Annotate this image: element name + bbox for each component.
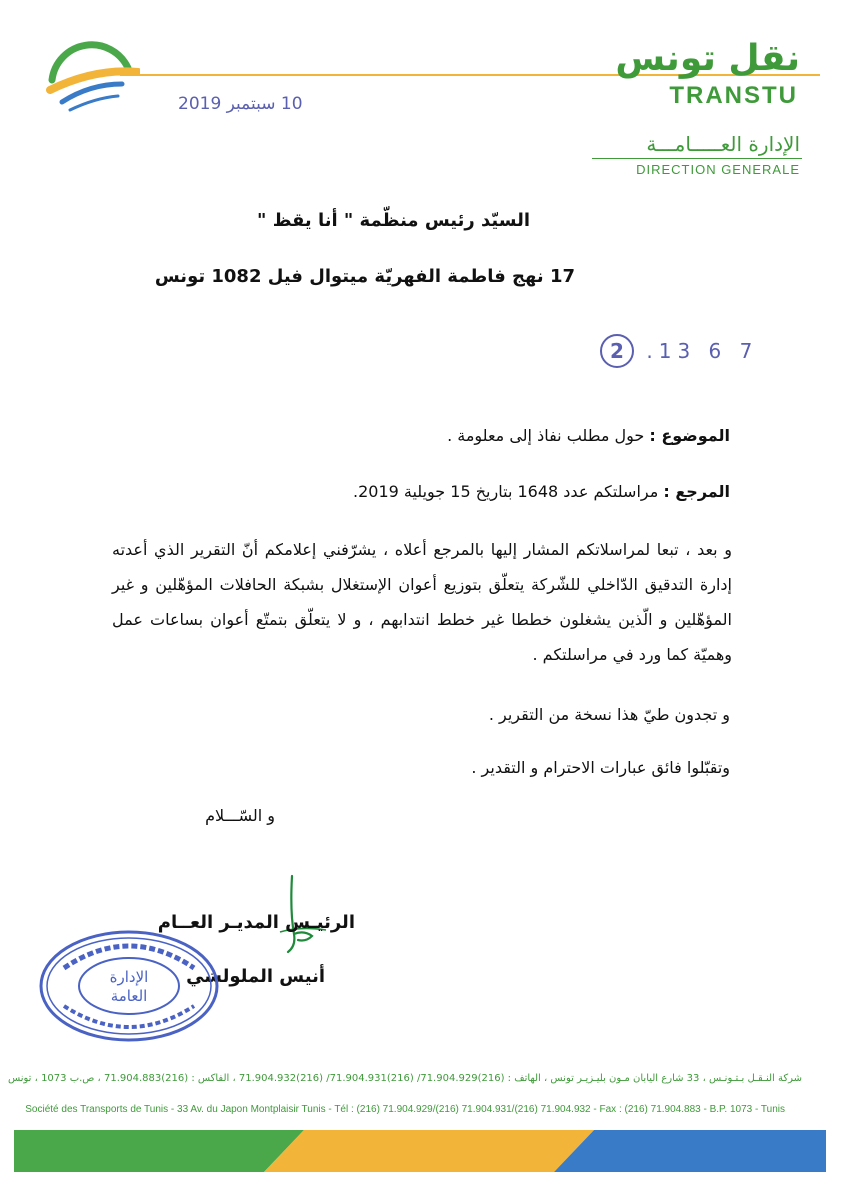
seal-inner-line-2: العامة xyxy=(110,987,148,1005)
brand-name-arabic: نقل تونس xyxy=(615,38,800,79)
body-paragraph-1: و بعد ، تبعا لمراسلاتكم المشار إليها بالمرجع أعلاه ، يشرّفني إعلامكم أنّ التقرير الذي أعدته إدارة التدقيق الدّاخلي للشّركة يتعلّق بتوزيع أعوان الإستغلال بشبكة الحافلات المؤهّلين و غير المؤهّلين و الّذين يشغلون خططا غير خطط انتدابهم ، و لا يتعلّق بتمتّع أعوان بساعات عمل وهميّة كما ورد في مراسلتكم . xyxy=(112,540,732,664)
reference-stamp-number: .13 6 7 xyxy=(646,339,759,363)
seal-inner-line-1: الإدارة xyxy=(109,968,149,986)
department-rule xyxy=(592,158,802,159)
reference-label: المرجع : xyxy=(663,482,730,501)
reference-stamp-circle: 2 xyxy=(600,334,634,368)
closing-salutation: و السّـــلام xyxy=(205,806,275,825)
subject-text: حول مطلب نفاذ إلى معلومة . xyxy=(447,426,650,445)
signatory-title: الرئيـس المديـر العــام xyxy=(157,912,355,933)
reference-stamp xyxy=(600,334,758,368)
department-arabic: الإدارة العـــــامـــة xyxy=(646,132,800,156)
footer-french: Société des Transports de Tunis - 33 Av. du Japon Montplaisir Tunis - Tél : (216) 71.904.929/(216) 71.904.931/(216) 71.904.932 - Fax : (216) 71.904.883 - B.P. 1073 - Tunis xyxy=(25,1104,785,1115)
reference-text: مراسلتكم عدد 1648 بتاريخ 15 جويلية 2019. xyxy=(352,482,664,501)
department-latin: DIRECTION GENERALE xyxy=(636,162,800,177)
signatory-name: أنيس الملولشي xyxy=(186,966,325,987)
addressee-title: السيّد رئيس منظّمة " أنا يقظ " xyxy=(257,210,530,231)
body-paragraph-3: وتقبّلوا فائق عبارات الاحترام و التقدير . xyxy=(471,758,730,777)
addressee-address: 17 نهج فاطمة الفهريّة ميتوال فيل 1082 تونس xyxy=(154,266,575,287)
brand-name-latin: TRANSTU xyxy=(669,82,798,109)
official-seal-icon xyxy=(34,926,224,1046)
body-paragraph-2: و تجدون طيّ هذا نسخة من التقرير . xyxy=(488,705,730,724)
subject-line xyxy=(447,426,730,445)
date-stamp: 10 سبتمبر 2019 xyxy=(178,94,303,114)
reference-line xyxy=(353,482,730,501)
transtu-logo-icon xyxy=(40,28,140,128)
footer-color-band xyxy=(14,1130,826,1172)
subject-label: الموضوع : xyxy=(649,426,730,445)
footer-arabic: شركة النـقـل بـتـونـس ، 33 شارع اليابان مـون بليـزيـر تونس ، الهاتف : (216)71.904.929/ (216)71.904.931/ (216)71.904.932 ، الفاكس : (216)71.904.883 ، ص.ب 1073 ، تونس xyxy=(7,1073,802,1084)
